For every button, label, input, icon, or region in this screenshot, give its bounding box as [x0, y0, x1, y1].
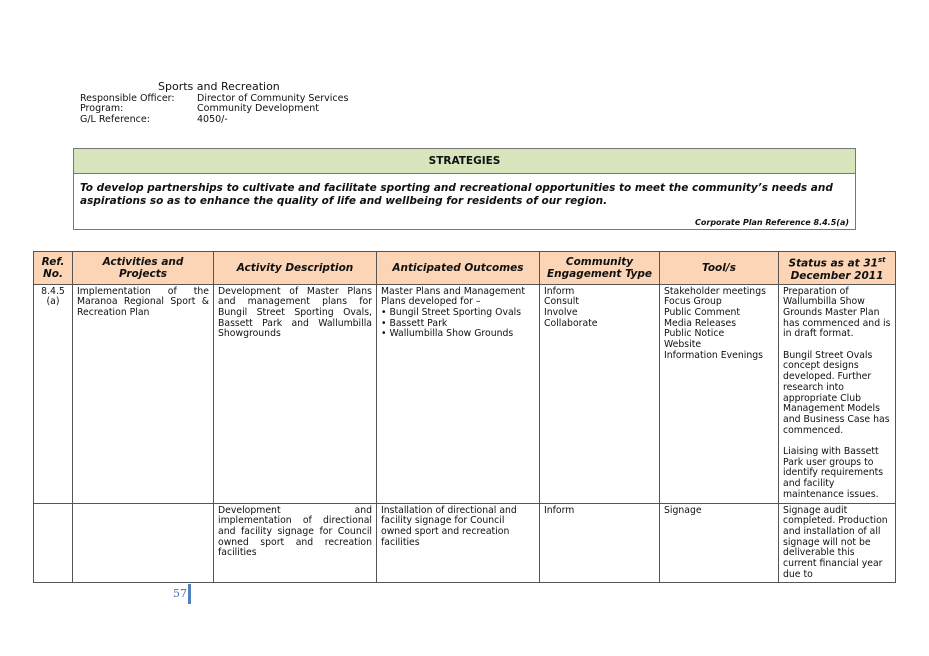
- table-row: [34, 503, 896, 583]
- engagement-cell: Inform: [540, 503, 660, 583]
- corporate-plan-reference: Corporate Plan Reference 8.4.5(a): [695, 218, 849, 227]
- tools-cell: Stakeholder meetings Focus Group Public Comment Media Releases Public Notice Website Information Evenings: [660, 284, 779, 503]
- status-cell: Preparation of Wallumbilla Show Grounds Master Plan has commenced and is in draft format. Bungil Street Ovals concept designs developed. Further research into appropriate Club Management Models and Business Case has commenced. Liaising with Bassett Park user groups to identify requirements and facility maintenance issues.: [779, 284, 896, 503]
- outcomes-cell: Installation of directional and facility signage for Council owned sport and recreation facilities: [377, 503, 540, 583]
- outcomes-cell: Master Plans and Management Plans developed for – • Bungil Street Sporting Ovals • Bassett Park • Wallumbilla Show Grounds: [377, 284, 540, 503]
- col-description: Activity Description: [214, 252, 377, 285]
- activity-cell: [73, 503, 214, 583]
- list-item: • Bungil Street Sporting Ovals: [381, 308, 535, 319]
- table-row: [34, 284, 896, 503]
- engagement-cell: Inform Consult Involve Collaborate: [540, 284, 660, 503]
- list-item: • Wallumbilla Show Grounds: [381, 329, 535, 340]
- list-item: • Bassett Park: [381, 319, 535, 330]
- program-value: Community Development: [197, 103, 319, 114]
- ref-cell: 8.4.5 (a): [34, 284, 73, 503]
- col-tools: Tool/s: [660, 252, 779, 285]
- page-number-bar: [188, 584, 191, 604]
- col-ref: Ref. No.: [34, 252, 73, 285]
- program-label: Program:: [80, 103, 124, 114]
- ref-cell: [34, 503, 73, 583]
- gl-reference-label: G/L Reference:: [80, 114, 150, 125]
- strategies-box: [73, 148, 856, 230]
- col-status: Status as at 31st December 2011: [779, 252, 896, 285]
- strategies-text: To develop partnerships to cultivate and facilitate sporting and recreational opportunities to meet the community’s needs and aspirations so as to enhance the quality of life and wellbeing for residents of our region.: [80, 182, 833, 207]
- status-cell: Signage audit completed. Production and installation of all signage will not be deliverable this current financial year due to: [779, 503, 896, 583]
- description-cell: Development and implementation of directional and facility signage for Council owned sport and recreation facilities: [214, 503, 377, 583]
- table-header-row: [34, 252, 896, 285]
- page-number: 57: [173, 587, 187, 600]
- gl-reference-value: 4050/-: [197, 114, 228, 125]
- responsible-officer-label: Responsible Officer:: [80, 93, 175, 104]
- activities-table: [33, 251, 896, 583]
- col-outcomes: Anticipated Outcomes: [377, 252, 540, 285]
- col-activities: Activities and Projects: [73, 252, 214, 285]
- col-engagement: Community Engagement Type: [540, 252, 660, 285]
- responsible-officer-value: Director of Community Services: [197, 93, 349, 104]
- activity-cell: Implementation of the Maranoa Regional Sport & Recreation Plan: [73, 284, 214, 503]
- description-cell: Development of Master Plans and management plans for Bungil Street Sporting Ovals, Bassett Park and Wallumbilla Showgrounds: [214, 284, 377, 503]
- section-title: Sports and Recreation: [158, 80, 280, 93]
- tools-cell: Signage: [660, 503, 779, 583]
- strategies-heading: STRATEGIES: [74, 149, 855, 174]
